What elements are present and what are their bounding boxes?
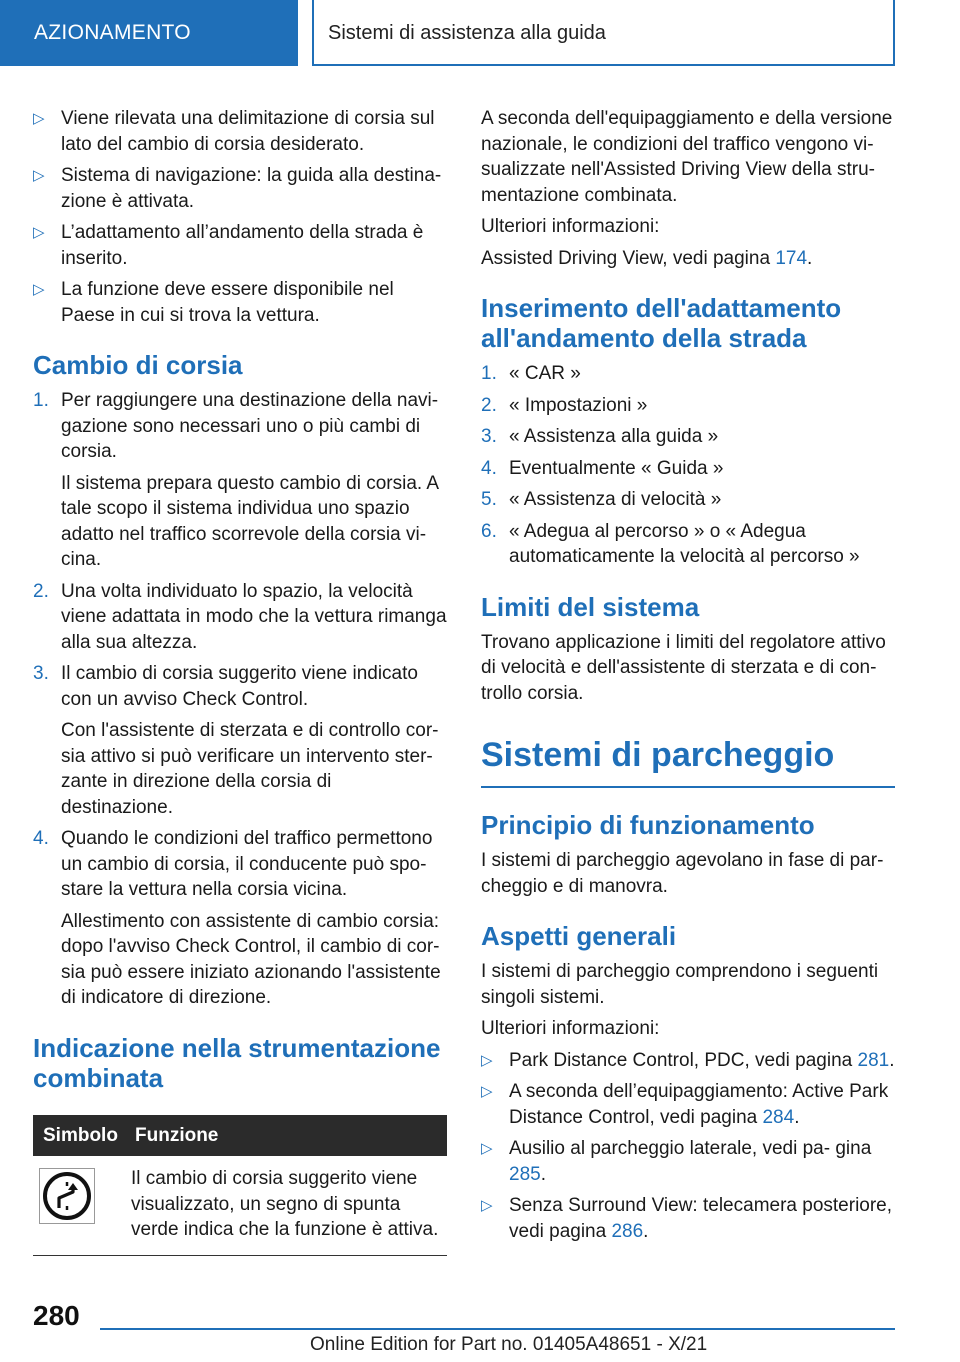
list-item: ▷ Sistema di navigazione: la guida alla destina- zione è attivata. <box>33 165 442 212</box>
page-link-286[interactable]: 286 <box>611 1220 644 1242</box>
heading-indicazione: Indicazione nella strumentazione combinata <box>33 1032 441 1093</box>
step-item: 4. Eventualmente « Guida » <box>481 457 724 479</box>
lane-change-suggestion-icon <box>39 1168 95 1224</box>
bullet-triangle-icon: ▷ <box>481 1083 493 1100</box>
limits-paragraph: Trovano applicazione i limiti del regolatore attivo di velocità e dell'assistente di sterzata e di con- trollo corsia. <box>481 631 886 704</box>
heading-cambio-di-corsia: Cambio di corsia <box>33 350 243 380</box>
intro-paragraph: A seconda dell'equipaggiamento e della versione nazionale, le condizioni del traffico vengono vi- sualizzate nell'Assisted Driving View della stru- mentazione combinata. <box>481 108 893 206</box>
list-item: ▷ Ausilio al parcheggio laterale, vedi pa- gina 285. <box>481 1138 872 1185</box>
step-item: 2. Una volta individuato lo spazio, la velocità viene adattata in modo che la vettura rimanga alla sua altezza. <box>33 580 447 653</box>
symbol-table <box>33 1115 447 1256</box>
step-item: 1. Per raggiungere una destinazione della navi- gazione sono necessari uno o più cambi di corsia. Il sistema prepara questo cambio di corsia. A tale scopo il sistema individua uno spazio adatto nel traffico scorrevole della corsia vi- cina. <box>33 390 439 570</box>
condition-list <box>33 106 447 328</box>
principle-paragraph: I sistemi di parcheggio agevolano in fase di par- cheggio e di manovra. <box>481 850 884 897</box>
page-link-174[interactable]: 174 <box>775 247 808 269</box>
page-link-281[interactable]: 281 <box>857 1049 890 1071</box>
step-item: 5. « Assistenza di velocità » <box>481 489 722 510</box>
step-item: 4. Quando le condizioni del traffico permettono un cambio di corsia, il conducente può spo- stare la vettura nella corsia vicina. Allestimento con assistente di cambio corsia: dopo l'avviso Check Control, il cambio di cor- sia può essere iniziato azionando l'assistente di indicatore di direzione. <box>33 828 441 1008</box>
page-header-title: Sistemi di assistenza alla guida <box>312 0 895 66</box>
reference-list <box>481 1048 895 1245</box>
menu-steps <box>481 361 895 570</box>
list-item: ▷ La funzione deve essere disponibile nel Paese in cui si trova la vettura. <box>33 279 394 326</box>
bullet-triangle-icon: ▷ <box>33 281 45 298</box>
bullet-triangle-icon: ▷ <box>481 1051 493 1069</box>
step-item: 3. Il cambio di corsia suggerito viene indicato con un avviso Check Control. Con l'assistente di sterzata e di controllo cor- sia attivo si può verificare un intervento ster- zante in direzione della corsia di destinazione. <box>33 663 439 818</box>
heading-inserimento: Inserimento dell'adattamento all'andamento della strada <box>481 293 842 353</box>
general-paragraph: I sistemi di parcheggio comprendono i seguenti singoli sistemi. <box>481 961 879 1008</box>
list-item: ▷ A seconda dell’equipaggiamento: Active Park Distance Control, vedi pagina 284. <box>481 1081 889 1128</box>
step-item: 2. « Impostazioni » <box>481 394 648 416</box>
footer-divider <box>100 1328 895 1330</box>
bullet-triangle-icon: ▷ <box>33 167 45 184</box>
symbol-cell <box>33 1156 125 1255</box>
heading-principio: Principio di funzionamento <box>481 810 815 840</box>
heading-limiti: Limiti del sistema <box>481 591 700 622</box>
list-item: ▷ Park Distance Control, PDC, vedi pagina 281. <box>481 1048 895 1074</box>
further-info-label: Ulteriori informazioni: <box>481 1018 660 1039</box>
bullet-triangle-icon: ▷ <box>33 224 45 241</box>
page-number: 280 <box>33 1300 80 1331</box>
footer-edition: Online Edition for Part no. 01405A48651 - X/21 <box>310 1334 708 1355</box>
step-item: 6. « Adegua al percorso » o « Adegua automaticamente la velocità al percorso » <box>481 520 860 567</box>
list-item: ▷ Viene rilevata una delimitazione di corsia sul lato del cambio di corsia desiderato. <box>33 108 435 155</box>
bullet-triangle-icon: ▷ <box>481 1140 493 1157</box>
heading-sistemi-di-parcheggio: Sistemi di parcheggio <box>481 734 895 788</box>
table-header-symbol: Simbolo <box>33 1115 125 1157</box>
table-row <box>33 1156 447 1255</box>
list-item: ▷ Senza Surround View: telecamera posteriore, vedi pagina 286. <box>481 1195 893 1242</box>
further-info-label: Ulteriori informazioni: <box>481 216 660 237</box>
page-link-284[interactable]: 284 <box>762 1106 795 1128</box>
section-tab: AZIONAMENTO <box>0 0 298 66</box>
list-item: ▷ L’adattamento all’andamento della strada è inserito. <box>33 222 424 269</box>
right-column <box>481 106 895 1250</box>
function-cell: Il cambio di corsia suggerito viene visualizzato, un segno di spunta verde indica che la funzione è attiva. <box>125 1156 447 1255</box>
bullet-triangle-icon: ▷ <box>33 110 45 127</box>
bullet-triangle-icon: ▷ <box>481 1197 493 1214</box>
table-header-function: Funzione <box>125 1115 447 1157</box>
step-item: 3. « Assistenza alla guida » <box>481 426 719 447</box>
lane-change-steps <box>33 388 447 1011</box>
heading-aspetti: Aspetti generali <box>481 921 677 951</box>
page-link-285[interactable]: 285 <box>509 1163 541 1185</box>
view-reference: Assisted Driving View, vedi pagina 174. <box>481 247 813 269</box>
step-item: 1. « CAR » <box>481 363 581 384</box>
left-column <box>33 106 447 1256</box>
